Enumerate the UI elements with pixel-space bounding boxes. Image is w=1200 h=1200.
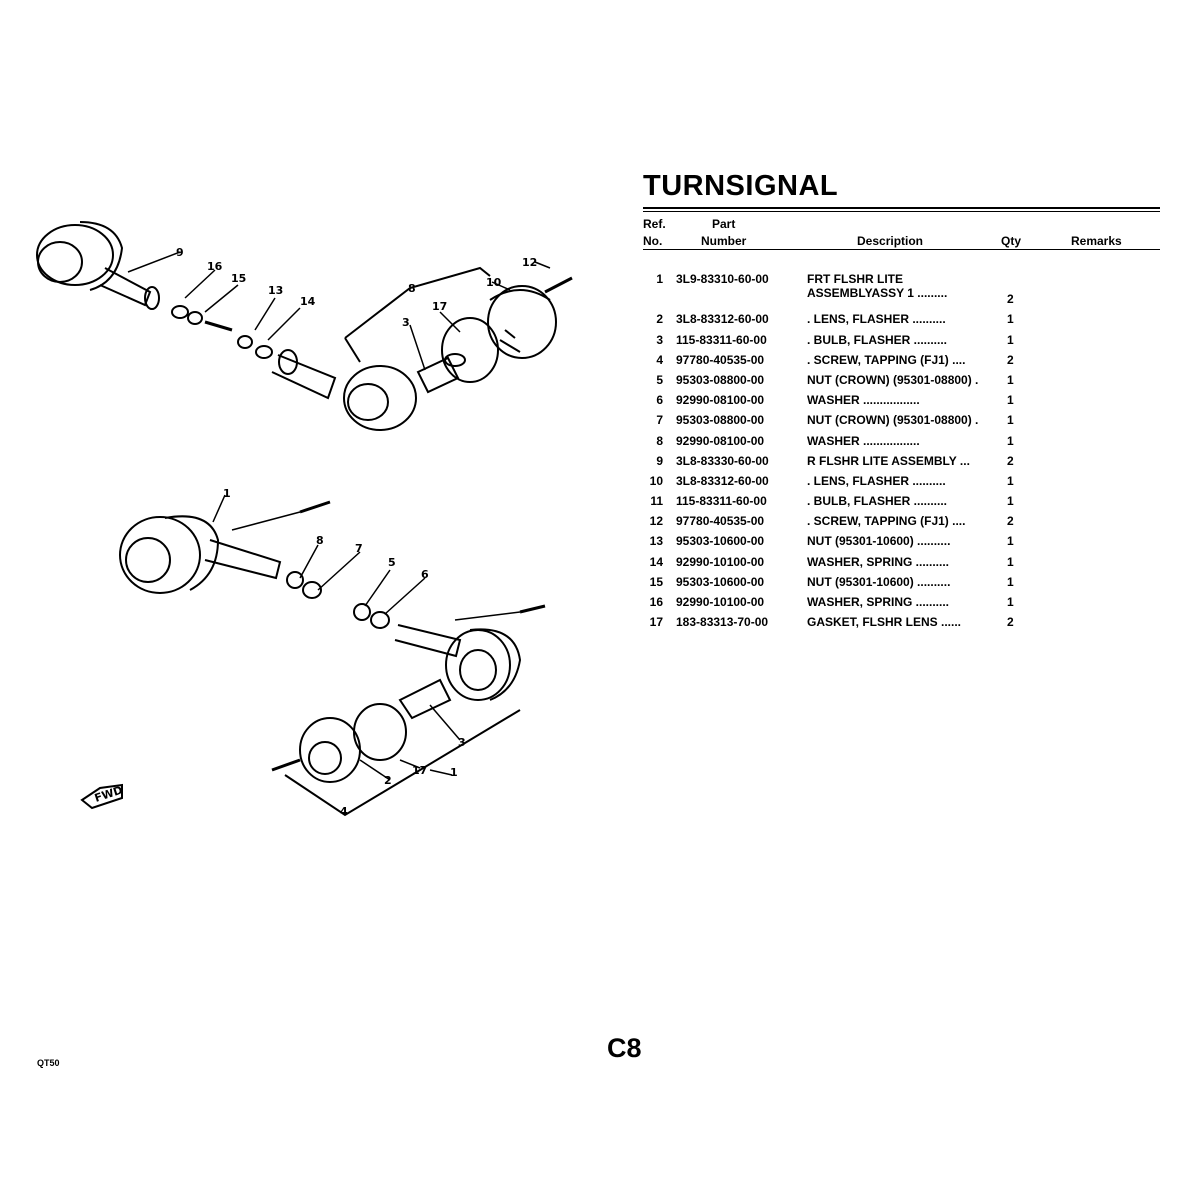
callout-label: 17 [412,764,428,777]
header-part-bottom: Number [701,234,747,248]
callout-label: 12 [522,256,538,269]
part-number: 183-83313-70-00 [676,615,769,630]
callout-label: 16 [207,260,223,273]
description-line: NUT (95301-10600) .......... [807,534,951,549]
quantity: 1 [1007,574,1014,589]
callout-label: 7 [355,542,363,555]
quantity: 1 [1007,595,1014,610]
callout-label: 3 [402,316,410,329]
table-row [643,434,1160,454]
table-row [643,373,1160,393]
description-line: NUT (CROWN) (95301-08800) . [807,413,979,428]
description-line: . BULB, FLASHER .......... [807,332,948,347]
model-code: QT50 [37,1058,60,1068]
table-row [643,494,1160,514]
callout-label: 3 [458,736,466,749]
title-rule [643,207,1160,209]
page-title: TURNSIGNAL [643,170,839,202]
front-flasher-illustration [120,495,545,815]
header-rule [643,249,1160,250]
quantity: 1 [1007,473,1014,488]
description [807,373,993,387]
callout-label: 1 [223,487,231,500]
description [807,312,993,326]
page-number: C8 [607,1033,642,1063]
description-line: . SCREW, TAPPING (FJ1) .... [807,352,966,367]
table-row [643,555,1160,575]
header-ref-bottom: No. [643,234,663,248]
quantity: 2 [1007,453,1014,468]
description [807,333,993,347]
description [807,454,993,468]
callout-label: 2 [384,774,392,787]
ref-number: 3 [656,332,663,347]
quantity: 1 [1007,393,1014,408]
description-line: NUT (CROWN) (95301-08800) . [807,372,979,387]
callout-label: 1 [450,766,458,779]
part-number: 92990-08100-00 [676,393,765,408]
exploded-parts-diagram [0,0,640,900]
ref-number: 6 [656,393,663,408]
description [807,555,993,569]
ref-number: 8 [656,433,663,448]
header-ref-top: Ref. [643,217,666,231]
table-row [643,413,1160,433]
callout-label: 15 [231,272,247,285]
table-row [643,575,1160,595]
callout-label: 10 [486,276,502,289]
header-part-top: Part [712,217,736,231]
description [807,494,993,508]
description [807,514,993,528]
ref-number: 17 [649,615,663,630]
description [807,393,993,407]
table-row [643,333,1160,353]
ref-number: 5 [656,372,663,387]
part-number: 97780-40535-00 [676,352,765,367]
quantity: 2 [1007,615,1014,630]
description-line: WASHER ................. [807,433,920,448]
ref-number: 1 [656,272,663,286]
ref-number: 15 [649,574,663,589]
ref-number: 12 [649,514,663,529]
quantity: 1 [1007,332,1014,347]
part-number: 92990-10100-00 [676,554,765,569]
table-row [643,595,1160,615]
part-number: 3L8-83312-60-00 [676,473,769,488]
callout-label: 8 [408,282,416,295]
description-line: NUT (95301-10600) .......... [807,574,951,589]
quantity: 1 [1007,494,1014,509]
header-description: Description [857,234,924,248]
ref-number: 16 [649,595,663,610]
description-line: ASSEMBLYASSY 1 ......... [807,286,948,300]
quantity: 1 [1007,433,1014,448]
description-line: WASHER ................. [807,393,920,408]
callout-label: 4 [340,805,348,818]
ref-number: 10 [649,473,663,488]
table-row [643,393,1160,413]
description [807,413,993,427]
part-number: 92990-08100-00 [676,433,765,448]
callout-label: 6 [421,568,429,581]
description [807,595,993,609]
part-number: 3L8-83312-60-00 [676,312,769,327]
description-line: . BULB, FLASHER .......... [807,494,948,509]
description-line: . LENS, FLASHER .......... [807,312,946,327]
table-row [643,272,1160,312]
part-number: 115-83311-60-00 [676,332,767,347]
description-line: WASHER, SPRING .......... [807,554,950,569]
part-number: 95303-10600-00 [676,574,765,589]
description-line: GASKET, FLSHR LENS ...... [807,615,962,630]
callout-label: 17 [432,300,448,313]
parts-table [643,272,1160,635]
description [807,272,993,300]
table-row [643,474,1160,494]
description-line: FRT FLSHR LITE [807,272,903,286]
table-row [643,454,1160,474]
quantity: 1 [1007,534,1014,549]
fwd-label: FWD [92,783,125,805]
ref-number: 4 [656,352,663,367]
description-line: R FLSHR LITE ASSEMBLY ... [807,453,970,468]
callout-label: 8 [316,534,324,547]
header-remarks: Remarks [1071,234,1122,248]
ref-number: 14 [649,554,663,569]
part-number: 92990-10100-00 [676,595,765,610]
table-row [643,615,1160,635]
part-number: 95303-08800-00 [676,372,765,387]
header-qty: Qty [1001,234,1022,248]
callout-label: 13 [268,284,284,297]
callout-label: 5 [388,556,396,569]
part-number: 97780-40535-00 [676,514,765,529]
ref-number: 11 [650,494,663,509]
quantity: 2 [1007,292,1014,307]
ref-number: 13 [649,534,663,549]
description [807,534,993,548]
table-row [643,534,1160,554]
description-line: . SCREW, TAPPING (FJ1) .... [807,514,966,529]
part-number: 95303-10600-00 [676,534,765,549]
title-rule-thin [643,211,1160,212]
ref-number: 9 [656,453,663,468]
rear-flasher-illustration [37,222,572,430]
quantity: 1 [1007,413,1014,428]
quantity: 1 [1007,554,1014,569]
description [807,615,993,629]
quantity: 1 [1007,312,1014,327]
table-row [643,312,1160,332]
quantity: 1 [1007,372,1014,387]
description [807,575,993,589]
ref-number: 2 [656,312,663,327]
callout-label: 14 [300,295,316,308]
ref-number: 7 [656,413,663,428]
table-row [643,353,1160,373]
description [807,474,993,488]
part-number: 115-83311-60-00 [676,494,767,509]
description-line: . LENS, FLASHER .......... [807,473,946,488]
quantity: 2 [1007,514,1014,529]
description [807,353,993,367]
callout-label: 9 [176,246,184,259]
description-line: WASHER, SPRING .......... [807,595,950,610]
description [807,434,993,448]
part-number: 3L9-83310-60-00 [676,272,769,286]
table-row [643,514,1160,534]
part-number: 3L8-83330-60-00 [676,453,769,468]
part-number: 95303-08800-00 [676,413,765,428]
quantity: 2 [1007,352,1014,367]
